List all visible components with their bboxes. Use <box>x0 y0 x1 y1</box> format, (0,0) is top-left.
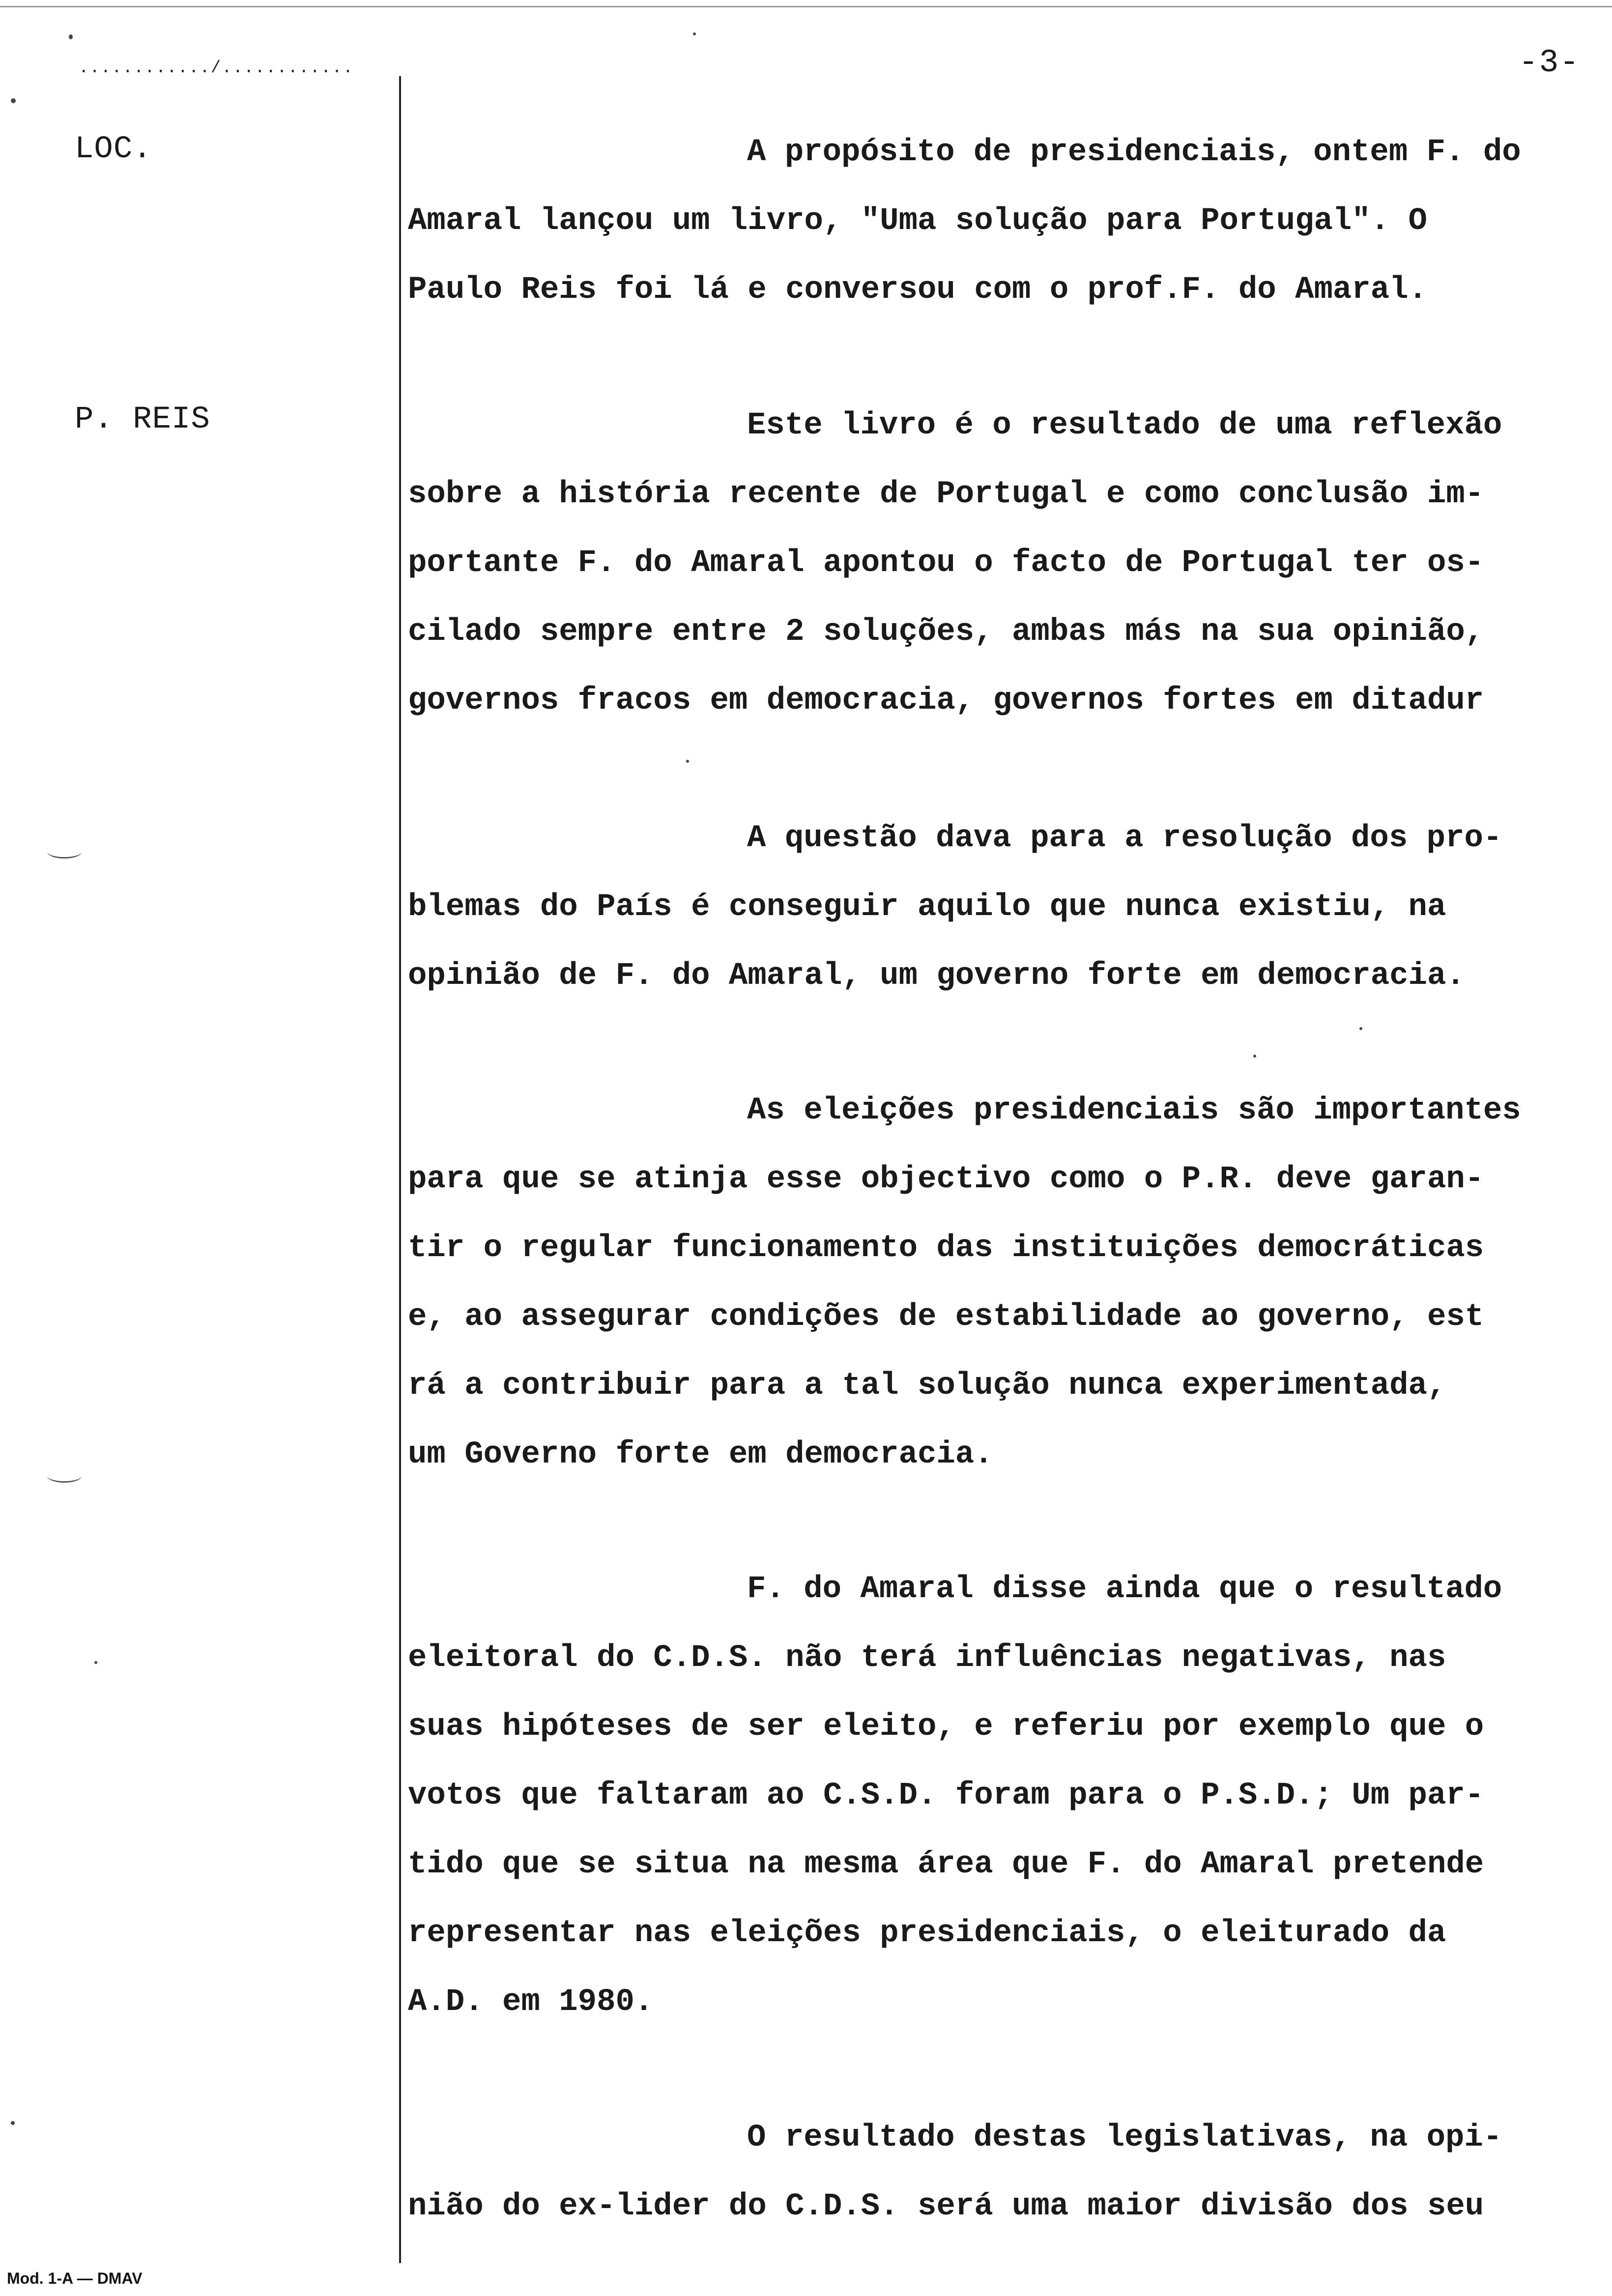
text-line: eleitoral do C.D.S. não terá influências negativas, nas <box>408 1640 1446 1676</box>
paragraph-5 <box>408 1555 1612 2037</box>
speck <box>94 1661 97 1664</box>
text-line: nião do ex-lider do C.D.S. será uma maior divisão dos seu <box>408 2189 1484 2224</box>
punch-hole-mark <box>47 845 82 859</box>
speck <box>1359 1027 1362 1030</box>
text-line: representar nas eleições presidenciais, o eleiturado da <box>408 1916 1446 1951</box>
speck <box>693 32 696 35</box>
text-line: A questão dava para a resolução dos pro- <box>747 821 1502 856</box>
text-line: Este livro é o resultado de uma reflexão <box>747 408 1502 443</box>
speck <box>69 34 73 39</box>
text-line: blemas do País é conseguir aquilo que nunca existiu, na <box>408 890 1446 925</box>
text-line: Amaral lançou um livro, "Uma solução para Portugal". O <box>408 203 1427 239</box>
text-line: rá a contribuir para a tal solução nunca experimentada, <box>408 1368 1446 1404</box>
text-line: tir o regular funcionamento das instituições democráticas <box>408 1231 1484 1266</box>
text-line: O resultado destas legislativas, na opi- <box>747 2120 1502 2155</box>
text-line: As eleições presidenciais são importantes <box>747 1093 1521 1128</box>
text-line: A.D. em 1980. <box>408 1984 654 2020</box>
paragraph-3 <box>408 804 1612 1010</box>
text-line: portante F. do Amaral apontou o facto de Portugal ter os- <box>408 545 1484 581</box>
text-line: F. do Amaral disse ainda que o resultado <box>747 1572 1502 1607</box>
paragraph-2 <box>408 391 1612 735</box>
text-line: votos que faltaram ao C.S.D. foram para o P.S.D.; Um par- <box>408 1778 1484 1813</box>
text-line: sobre a história recente de Portugal e como conclusão im- <box>408 477 1484 512</box>
speck <box>11 2121 15 2125</box>
margin-rule <box>399 76 401 2263</box>
text-line: A propósito de presidenciais, ontem F. do <box>747 135 1521 170</box>
reference-line: ............/............ <box>79 59 354 78</box>
paragraph-4 <box>408 1076 1612 1489</box>
text-line: um Governo forte em democracia. <box>408 1437 993 1472</box>
text-line: suas hipóteses de ser eleito, e referiu por exemplo que o <box>408 1709 1484 1745</box>
speaker-p-reis: P. REIS <box>75 402 210 437</box>
text-line: governos fracos em democracia, governos fortes em ditadur <box>408 683 1484 718</box>
page-number: -3- <box>1519 44 1580 81</box>
punch-hole-mark <box>47 1469 82 1483</box>
speck <box>11 98 16 103</box>
text-line: e, ao assegurar condições de estabilidade ao governo, est <box>408 1299 1484 1335</box>
text-line: Paulo Reis foi lá e conversou com o prof.F. do Amaral. <box>408 272 1427 308</box>
paragraph-6 <box>408 2103 1612 2241</box>
paragraph-1 <box>408 118 1612 324</box>
speaker-loc: LOC. <box>75 132 152 167</box>
text-line: cilado sempre entre 2 soluções, ambas más na sua opinião, <box>408 614 1484 650</box>
speck <box>686 760 689 763</box>
form-code: Mod. 1-A — DMAV <box>7 2269 143 2287</box>
text-line: para que se atinja esse objectivo como o P.R. deve garan- <box>408 1162 1484 1197</box>
top-rule <box>0 6 1612 7</box>
speck <box>1253 1055 1256 1058</box>
text-line: tido que se situa na mesma área que F. do Amaral pretende <box>408 1847 1484 1882</box>
text-line: opinião de F. do Amaral, um governo forte em democracia. <box>408 958 1465 994</box>
